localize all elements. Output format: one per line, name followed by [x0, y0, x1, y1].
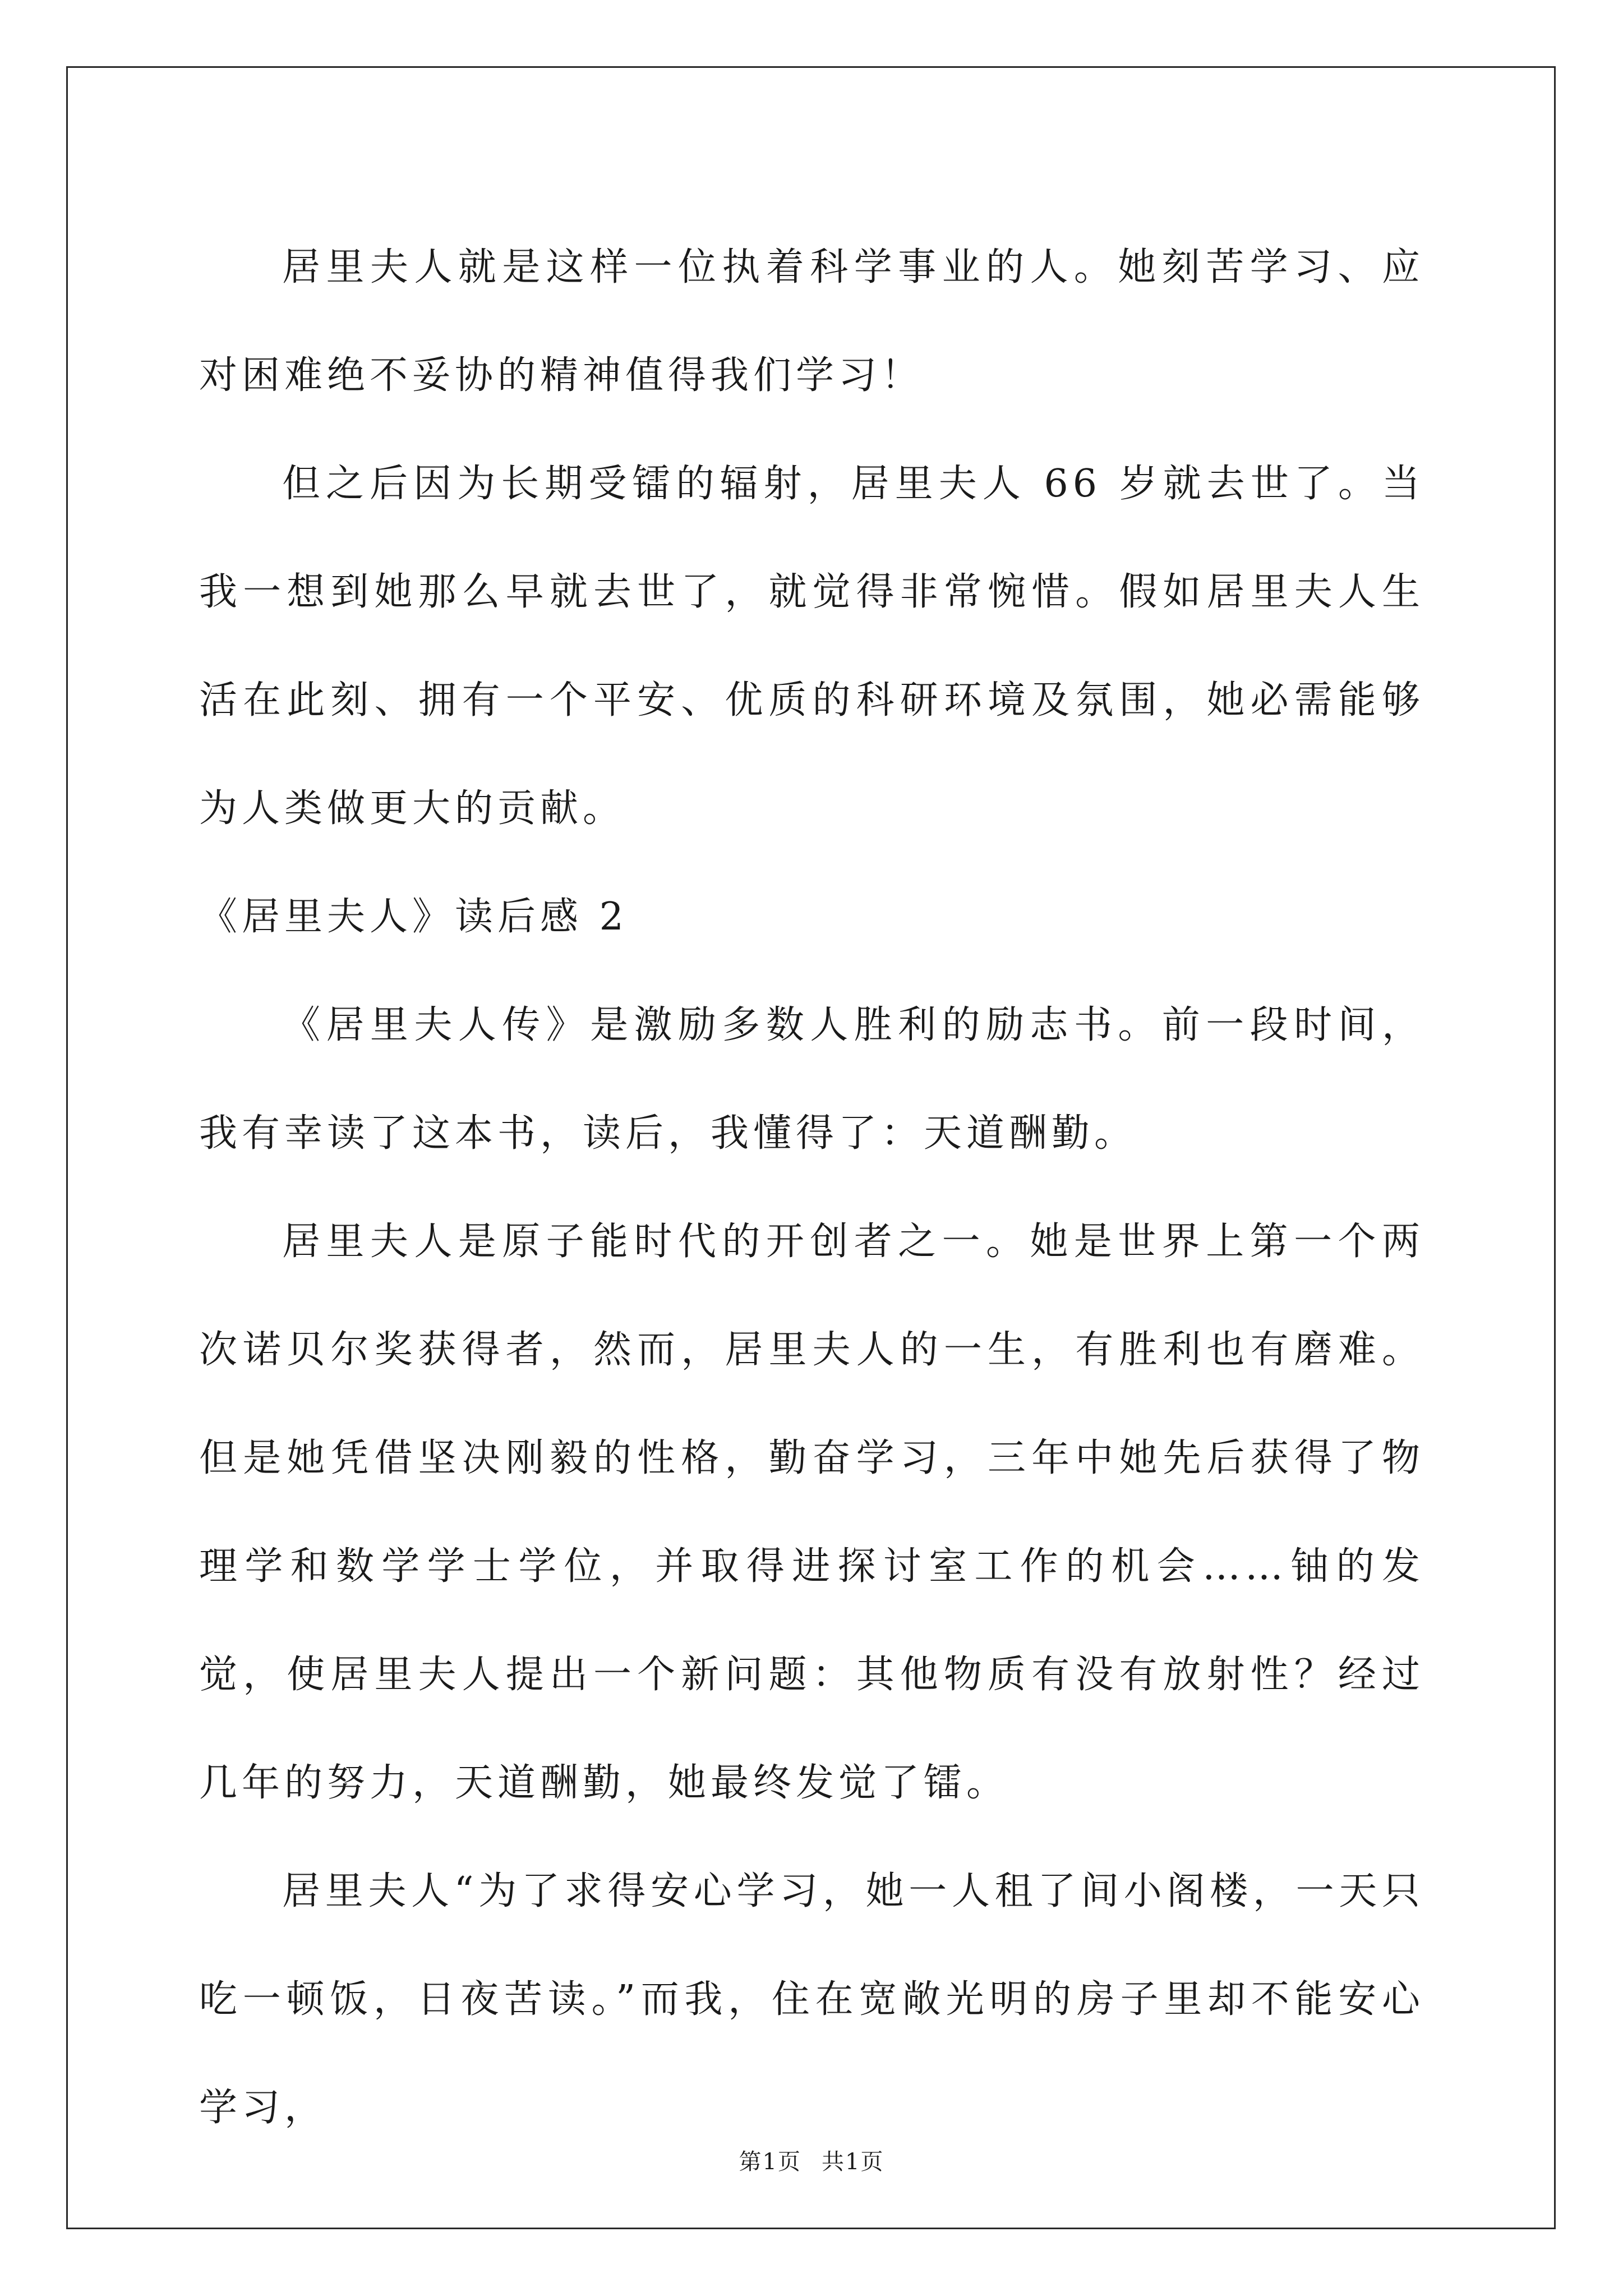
paragraph: 居里夫人“为了求得安心学习，她一人租了间小阁楼，一天只吃一顿饭，日夜苦读。”而我，住在宽敞光明的房子里却不能安心学习，: [199, 1869, 1424, 2130]
document-body: [199, 213, 1424, 2162]
paragraph: 居里夫人是原子能时代的开创者之一。她是世界上第一个两次诺贝尔奖获得者，然而，居里夫人的一生，有胜利也有磨难。但是她凭借坚决刚毅的性格，勤奋学习，三年中她先后获得了物理学和数学学士学位，并取得进探讨室工作的机会……铀的发觉，使居里夫人提出一个新问题：其他物质有没有放射性？经过几年的努力，天道酬勤，她最终发觉了镭。: [199, 1220, 1424, 1805]
paragraph: 但之后因为长期受镭的辐射，居里夫人 66 岁就去世了。当我一想到她那么早就去世了，就觉得非常惋惜。假如居里夫人生活在此刻、拥有一个平安、优质的科研环境及氛围，她必需能够为人类做更大的贡献。: [199, 462, 1424, 831]
page-number: 第1页: [739, 2149, 801, 2175]
page-total: 共1页: [822, 2149, 884, 2175]
section-heading: 《居里夫人》读后感 2: [199, 895, 628, 939]
page-footer: [0, 2144, 1623, 2176]
paragraph: 居里夫人就是这样一位执着科学事业的人。她刻苦学习、应对困难绝不妥协的精神值得我们学习！: [199, 245, 1424, 398]
paragraph: 《居里夫人传》是激励多数人胜利的励志书。前一段时间，我有幸读了这本书，读后，我懂得了：天道酬勤。: [199, 1003, 1424, 1156]
